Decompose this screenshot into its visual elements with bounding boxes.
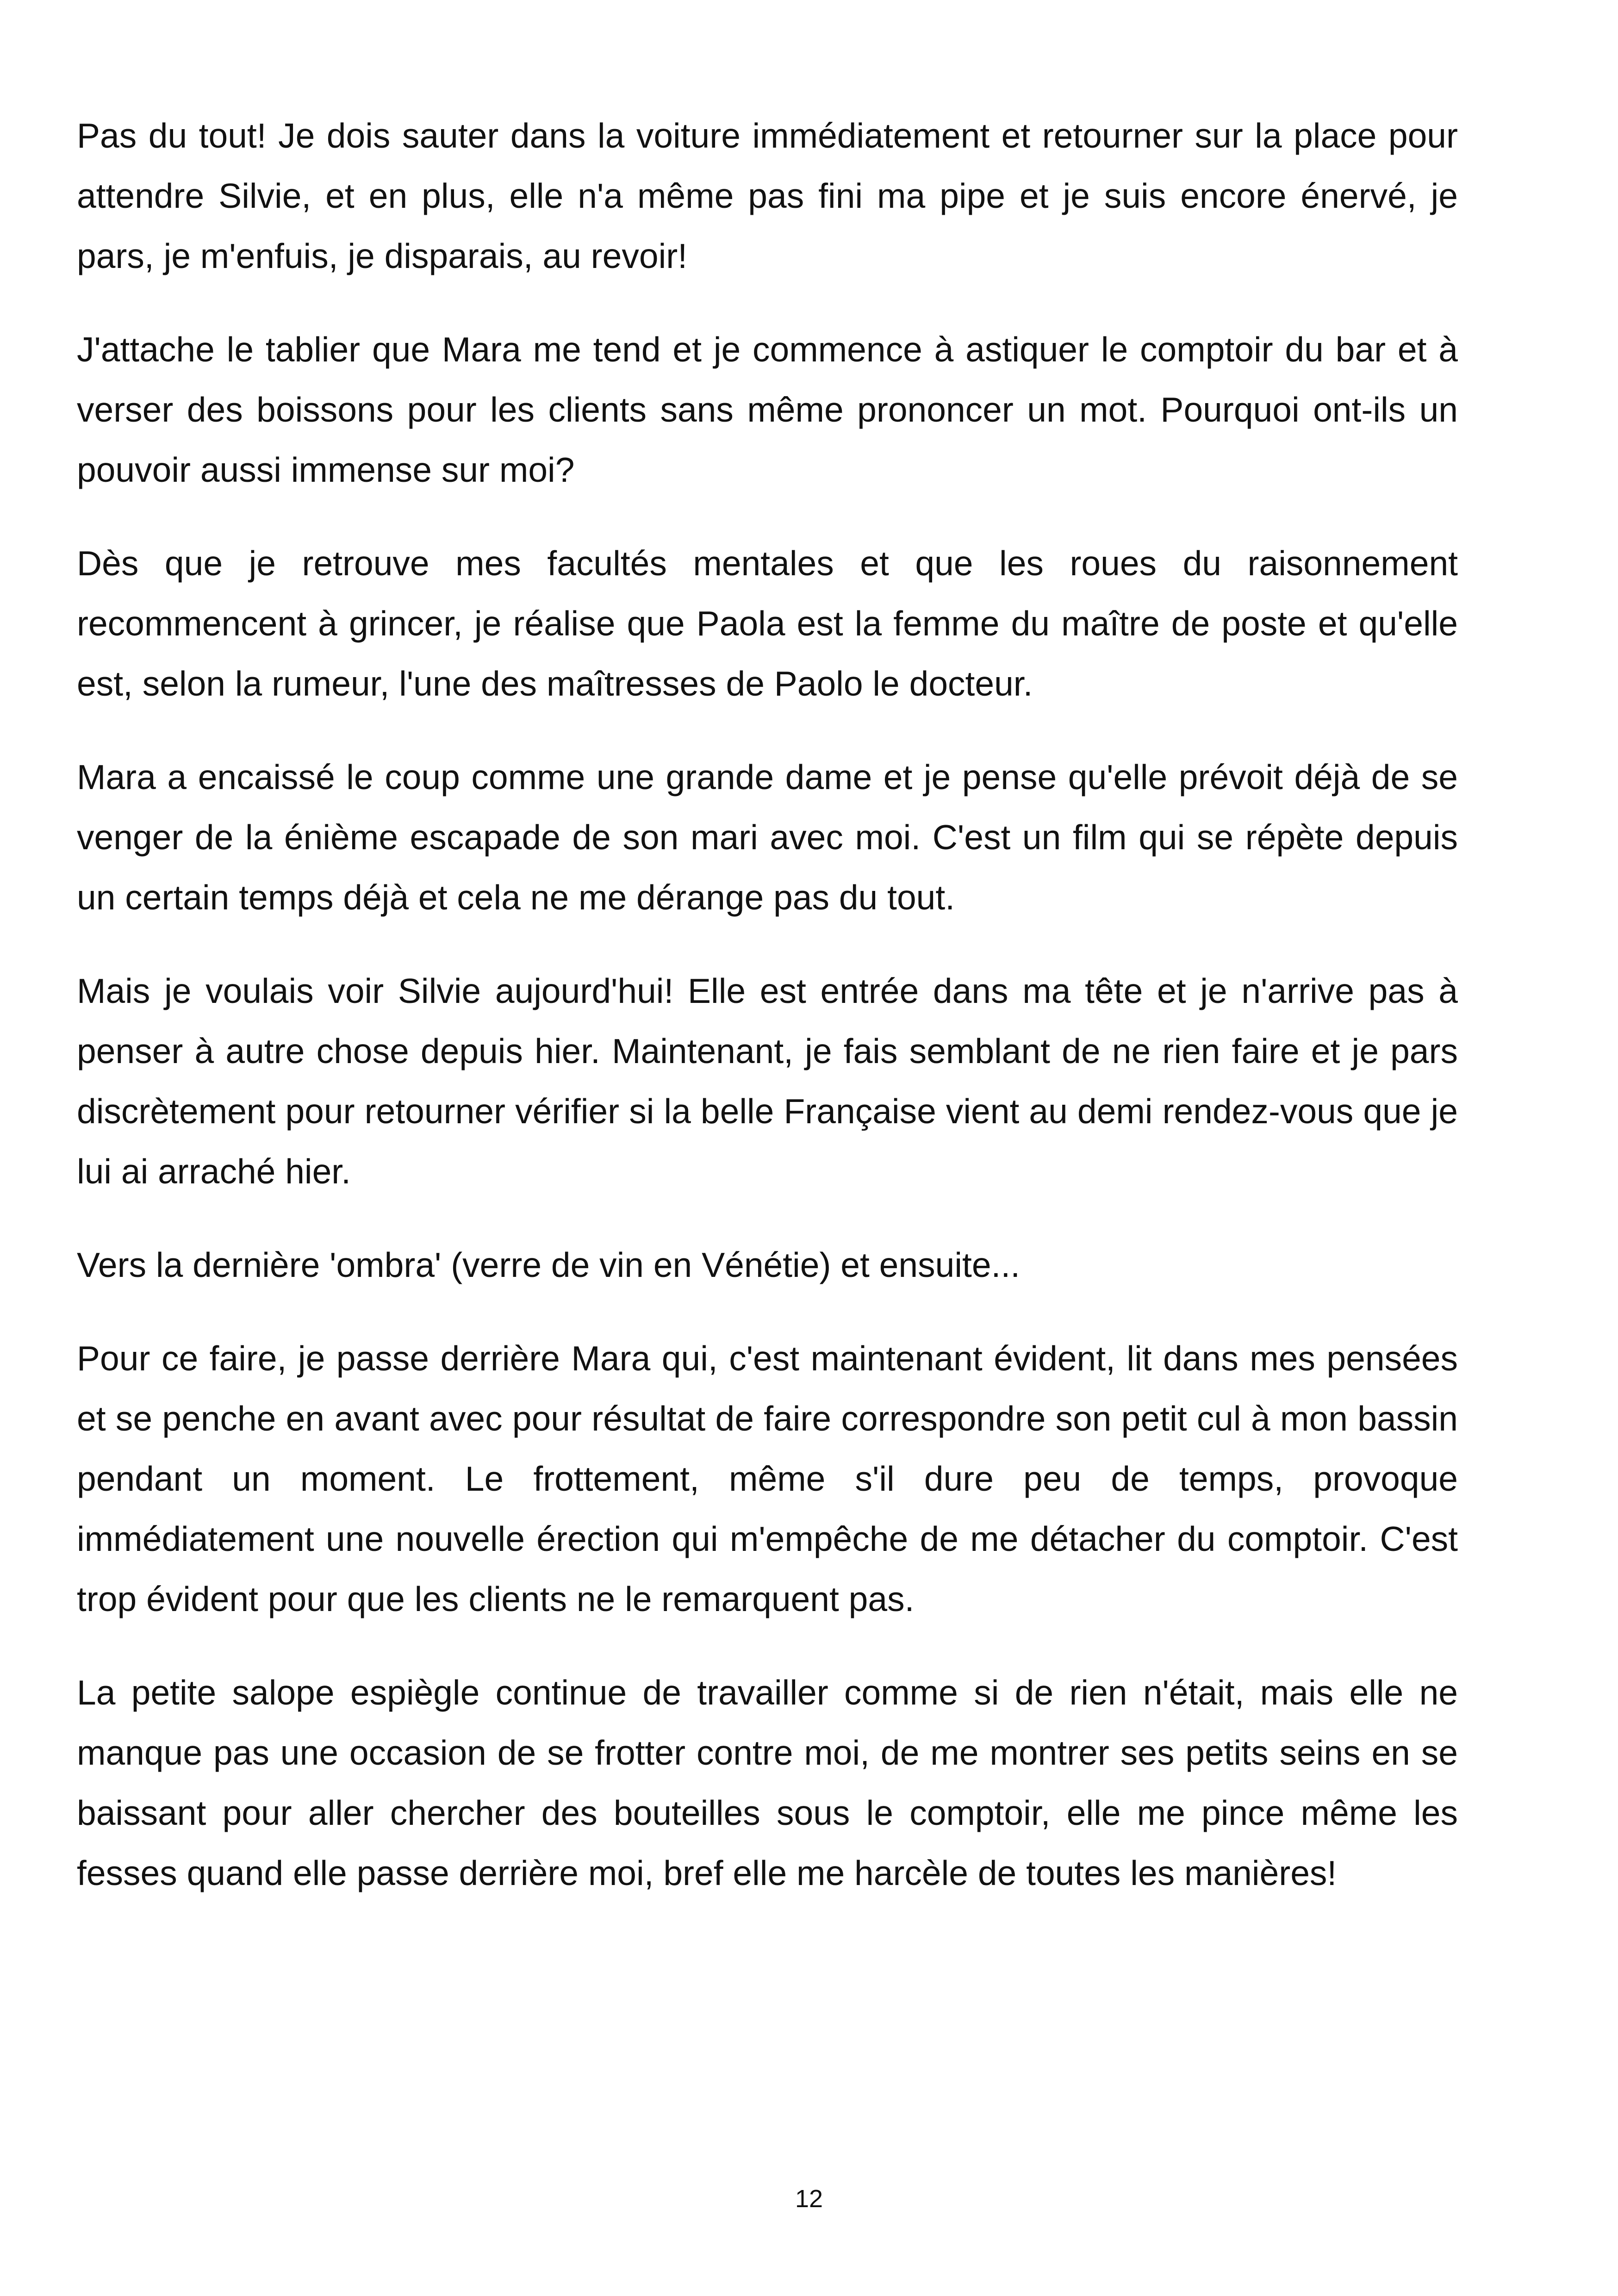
paragraph-8: La petite salope espiègle continue de travailler comme si de rien n'était, mais elle ne manque pas une occasion de se frotter contre moi, de me montrer ses petits seins en se baissant pour aller chercher des bouteilles sous le comptoir, elle me pince même les fesses quand elle passe derrière moi, bref elle me harcèle de toutes les manières! <box>77 1673 1458 1892</box>
paragraph-2: J'attache le tablier que Mara me tend et je commence à astiquer le comptoir du bar et à verser des boissons pour les clients sans même prononcer un mot. Pourquoi ont-ils un pouvoir aussi immense sur moi? <box>77 330 1458 489</box>
paragraph-7: Pour ce faire, je passe derrière Mara qui, c'est maintenant évident, lit dans mes pensées et se penche en avant avec pour résultat de faire correspondre son petit cul à mon bassin pendant un moment. Le frottement, même s'il dure peu de temps, provoque immédiatement une nouvelle érection qui m'empêche de me détacher du comptoir. C'est trop évident pour que les clients ne le remarquent pas. <box>77 1339 1458 1618</box>
page-number: 12 <box>795 2185 823 2213</box>
paragraph-1: Pas du tout! Je dois sauter dans la voiture immédiatement et retourner sur la place pour attendre Silvie, et en plus, elle n'a même pas fini ma pipe et je suis encore énervé, je pars, je m'enfuis, je disparais, au revoir! <box>77 116 1458 275</box>
paragraph-6: Vers la dernière 'ombra' (verre de vin en Vénétie) et ensuite... <box>77 1245 1021 1284</box>
paragraph-5: Mais je voulais voir Silvie aujourd'hui! Elle est entrée dans ma tête et je n'arrive pas à penser à autre chose depuis hier. Maintenant, je fais semblant de ne rien faire et je pars discrètement pour retourner vérifier si la belle Française vient au demi rendez-vous que je lui ai arraché hier. <box>77 971 1458 1191</box>
body-text <box>77 106 1458 1936</box>
paragraph-4: Mara a encaissé le coup comme une grande dame et je pense qu'elle prévoit déjà de se venger de la énième escapade de son mari avec moi. C'est un film qui se répète depuis un certain temps déjà et cela ne me dérange pas du tout. <box>77 758 1458 917</box>
paragraph-3: Dès que je retrouve mes facultés mentales et que les roues du raisonnement recommencent à grincer, je réalise que Paola est la femme du maître de poste et qu'elle est, selon la rumeur, l'une des maîtresses de Paolo le docteur. <box>77 544 1458 703</box>
